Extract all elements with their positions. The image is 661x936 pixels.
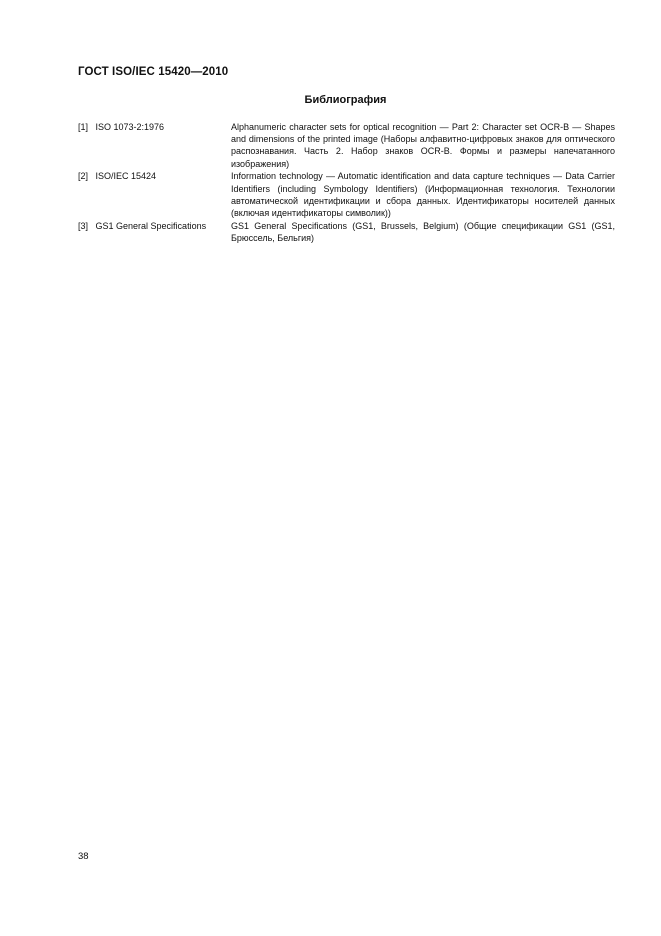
bibliography-description: GS1 General Specifications (GS1, Brussels, Belgium) (Общие спецификации GS1 (GS1, Брюссель, Бельгия) <box>231 220 615 243</box>
document-header: ГОСТ ISO/IEC 15420—2010 <box>78 66 229 78</box>
bibliography-reference <box>78 170 231 182</box>
bibliography-reference <box>78 220 231 232</box>
page-number: 38 <box>78 851 89 862</box>
bibliography-list <box>78 121 615 245</box>
bibliography-number: [2] <box>78 171 89 182</box>
bibliography-number: [3] <box>78 220 89 231</box>
bibliography-code: ISO 1073-2:1976 <box>95 122 165 132</box>
bibliography-description: Alphanumeric character sets for optical recognition — Part 2: Character set OCR-B — Shapes and dimensions of the printed image (Наборы алфавитно-цифровых знаков для оптического распознавания. Часть 2. Набор знаков OCR-B. Формы и размеры напечатанного изображения) <box>231 122 615 169</box>
bibliography-number: [1] <box>78 122 89 132</box>
bibliography-code: ISO/IEC 15424 <box>95 171 157 182</box>
bibliography-description: Information technology — Automatic identification and data capture techniques — Data Carrier Identifiers (including Symbology Identifiers) (Информационная технология. Технологии автоматической идентификации и сбора данных. Идентификаторы носителей данных (включая идентификаторы символик)) <box>231 171 615 218</box>
bibliography-code: GS1 General Specifications <box>95 220 207 231</box>
bibliography-entry <box>78 170 615 219</box>
bibliography-reference <box>78 121 231 133</box>
bibliography-entry <box>78 121 615 170</box>
section-title: Библиография <box>304 94 387 106</box>
bibliography-entry <box>78 220 615 244</box>
